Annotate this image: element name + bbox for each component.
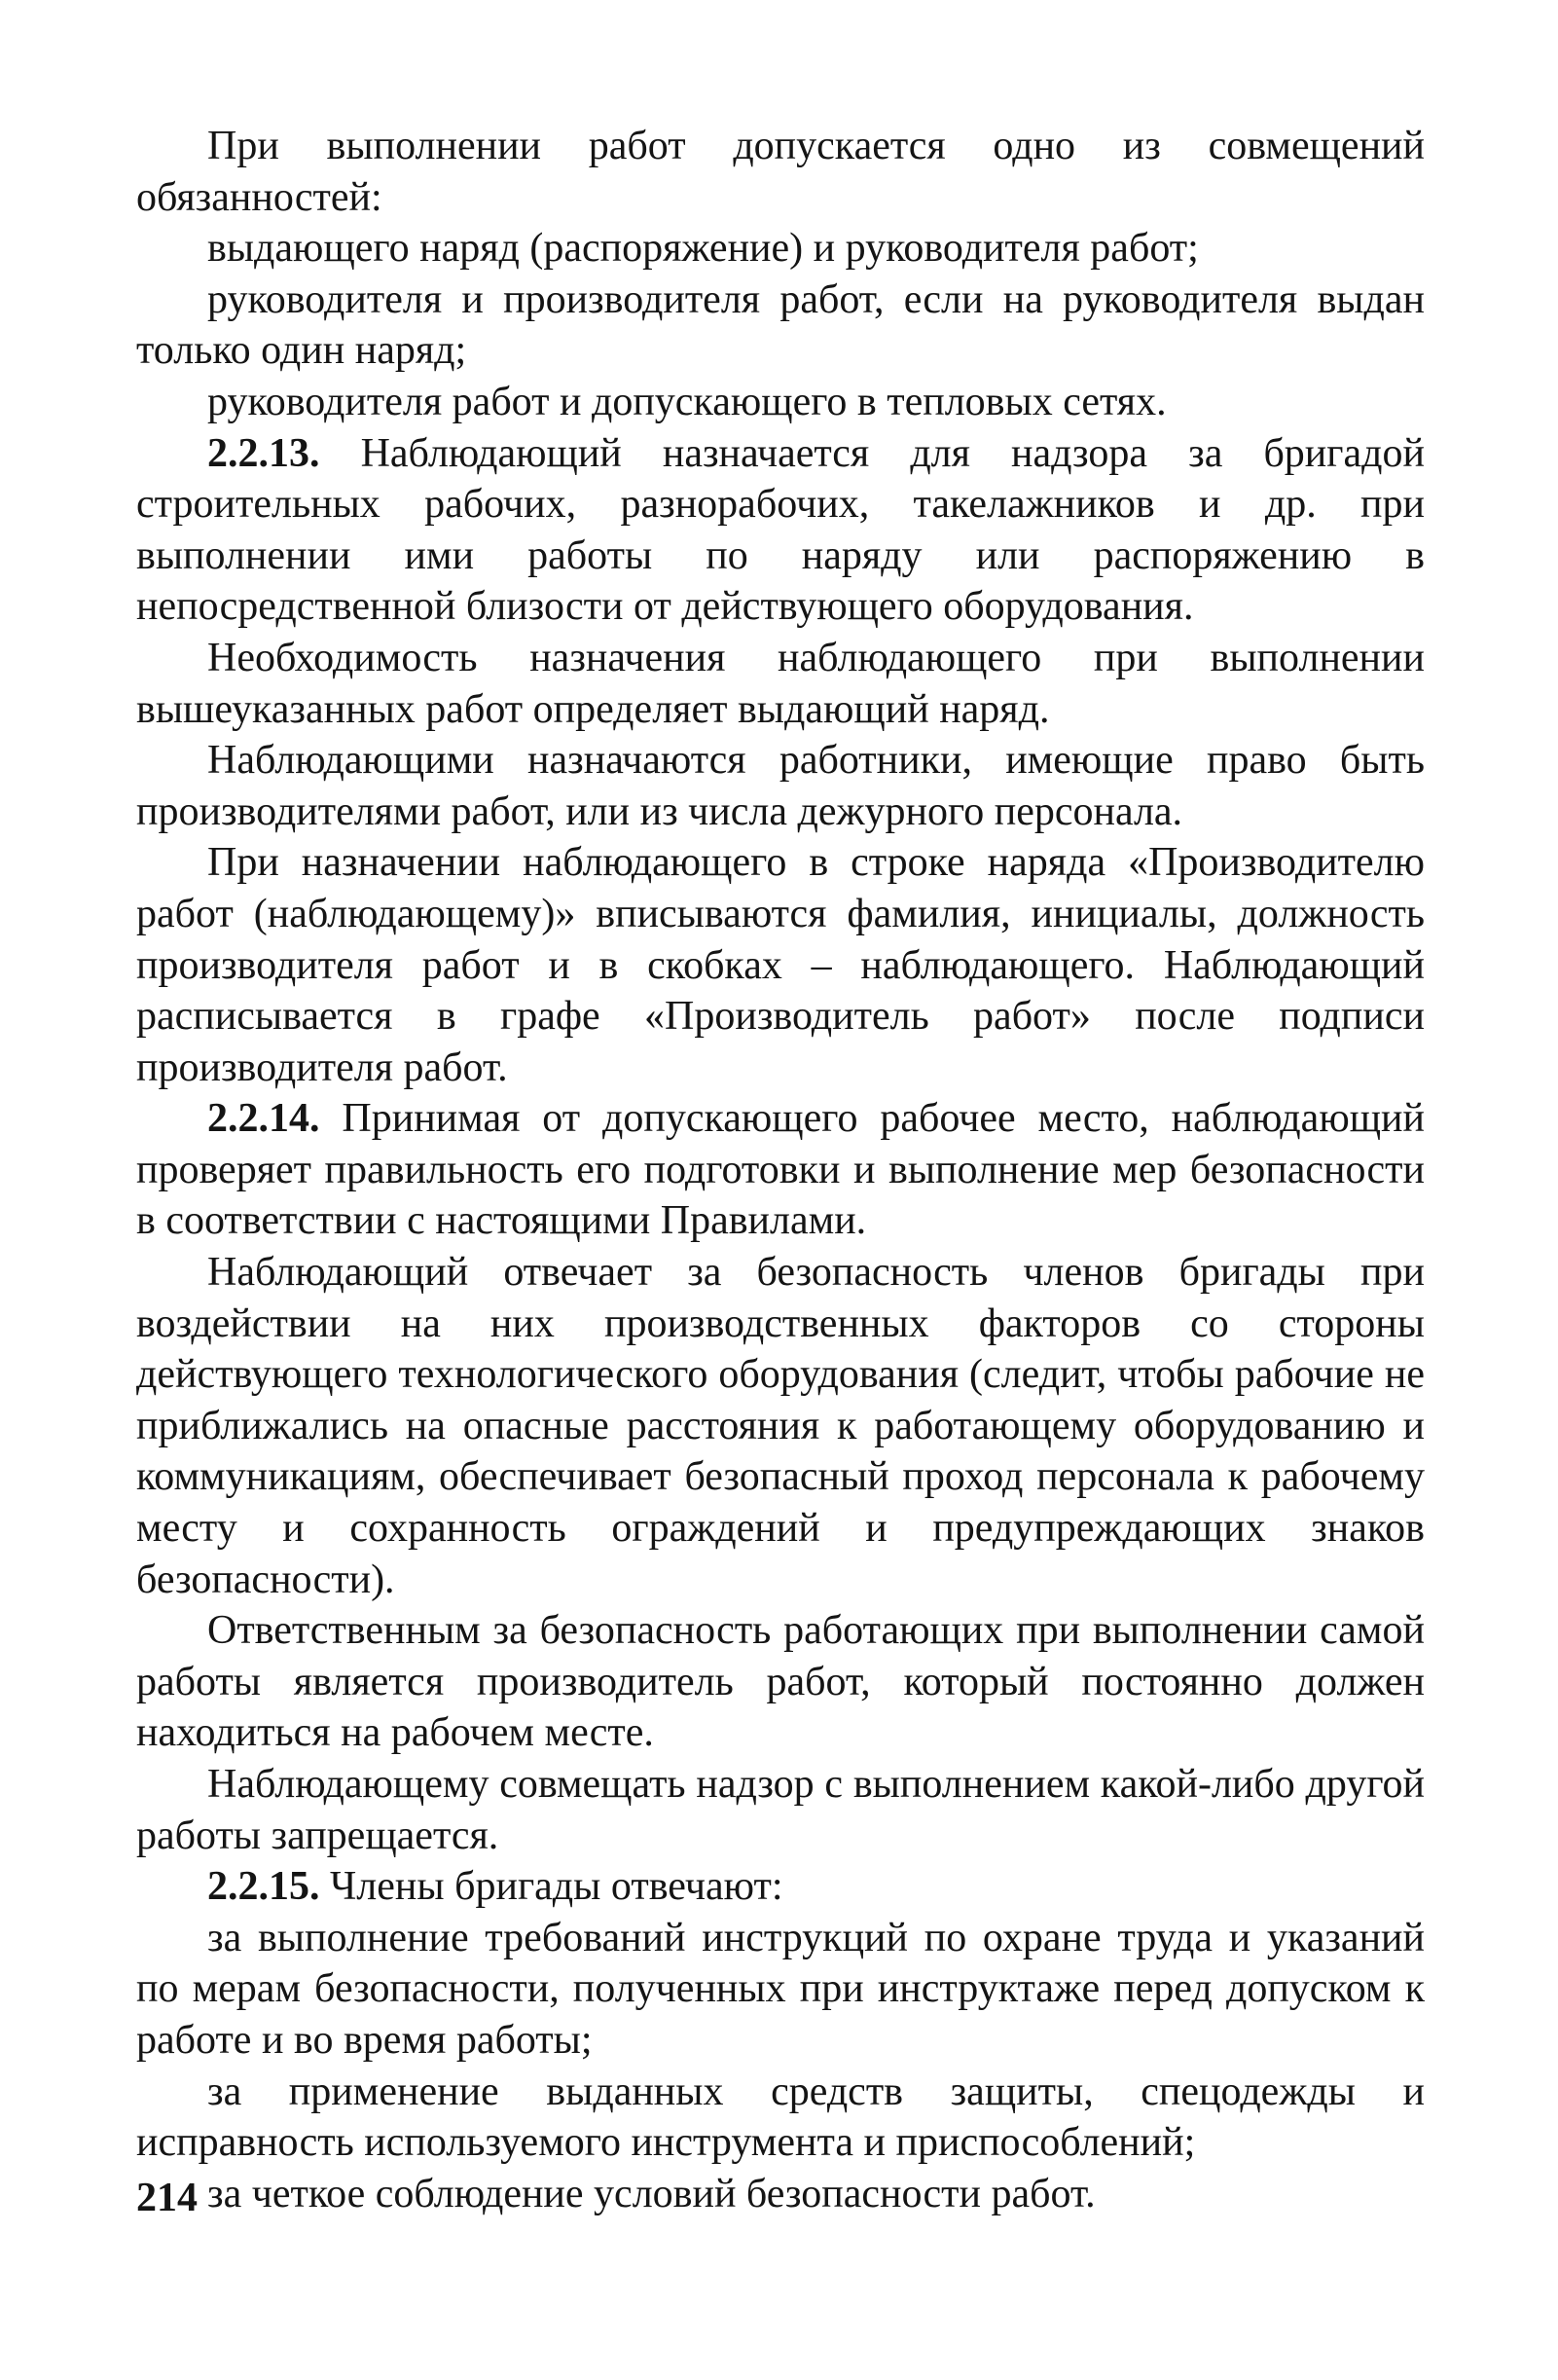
body-text xyxy=(136,121,1425,2219)
paragraph: руководителя работ и допускающего в тепловых сетях. xyxy=(207,379,1167,424)
paragraph-text: Члены бригады отвечают: xyxy=(319,1864,783,1910)
paragraph: При назначении наблюдающего в строке наряда «Производителю работ (наблюдающему)» вписываются фамилия, инициалы, должность производителя работ и в скобках – наблюдающего. Наблюдающий расписывается в графе «Производитель работ» после подписи производителя работ. xyxy=(136,840,1425,1090)
paragraph: за применение выданных средств защиты, спецодежды и исправность используемого инструмента и приспособлений; xyxy=(136,2069,1425,2166)
section-paragraph-2-2-13 xyxy=(136,428,1425,633)
section-number: 2.2.13. xyxy=(207,430,320,476)
page-number: 214 xyxy=(136,2176,198,2220)
paragraph-text: Наблюдающий назначается для надзора за бригадой строительных рабочих, разнорабочих, такелажников и др. при выполнении ими работы по наряду или распоряжению в непосредственной близости от действующего оборудования. xyxy=(136,430,1425,630)
paragraph: за четкое соблюдение условий безопасности работ. xyxy=(207,2171,1096,2216)
paragraph: Необходимость назначения наблюдающего при выполнении вышеуказанных работ определяет выдающий наряд. xyxy=(136,635,1425,732)
section-paragraph-2-2-14 xyxy=(136,1093,1425,1247)
section-number: 2.2.14. xyxy=(207,1096,320,1142)
paragraph: выдающего наряд (распоряжение) и руководителя работ; xyxy=(207,226,1199,272)
paragraph: Ответственным за безопасность работающих при выполнении самой работы является производитель работ, который постоянно должен находиться на рабочем месте. xyxy=(136,1608,1425,1756)
paragraph: При выполнении работ допускается одно из совмещений обязанностей: xyxy=(136,124,1425,220)
section-number: 2.2.15. xyxy=(207,1864,320,1910)
section-paragraph-2-2-15 xyxy=(136,1861,1425,1913)
paragraph: Наблюдающему совмещать надзор с выполнением какой-либо другой работы запрещается. xyxy=(136,1762,1425,1858)
paragraph: за выполнение требований инструкций по охране труда и указаний по мерам безопасности, полученных при инструктаже перед допуском к работе и во время работы; xyxy=(136,1915,1425,2063)
paragraph: Наблюдающими назначаются работники, имеющие право быть производителями работ, или из числа дежурного персонала. xyxy=(136,738,1425,834)
paragraph: руководителя и производителя работ, если на руководителя выдан только один наряд; xyxy=(136,276,1425,374)
paragraph-text: Принимая от допускающего рабочее место, наблюдающий проверяет правильность его подготовки и выполнение мер безопасности в соответствии с настоящими Правилами. xyxy=(136,1096,1425,1244)
paragraph: Наблюдающий отвечает за безопасность членов бригады при воздействии на них производственных факторов со стороны действующего технологического оборудования (следит, чтобы рабочие не приближались на опасные расстояния к работающему оборудованию и коммуникациям, обеспечивает безопасный проход персонала к рабочему месту и сохранность ограждений и предупреждающих знаков безопасности). xyxy=(136,1250,1425,1602)
